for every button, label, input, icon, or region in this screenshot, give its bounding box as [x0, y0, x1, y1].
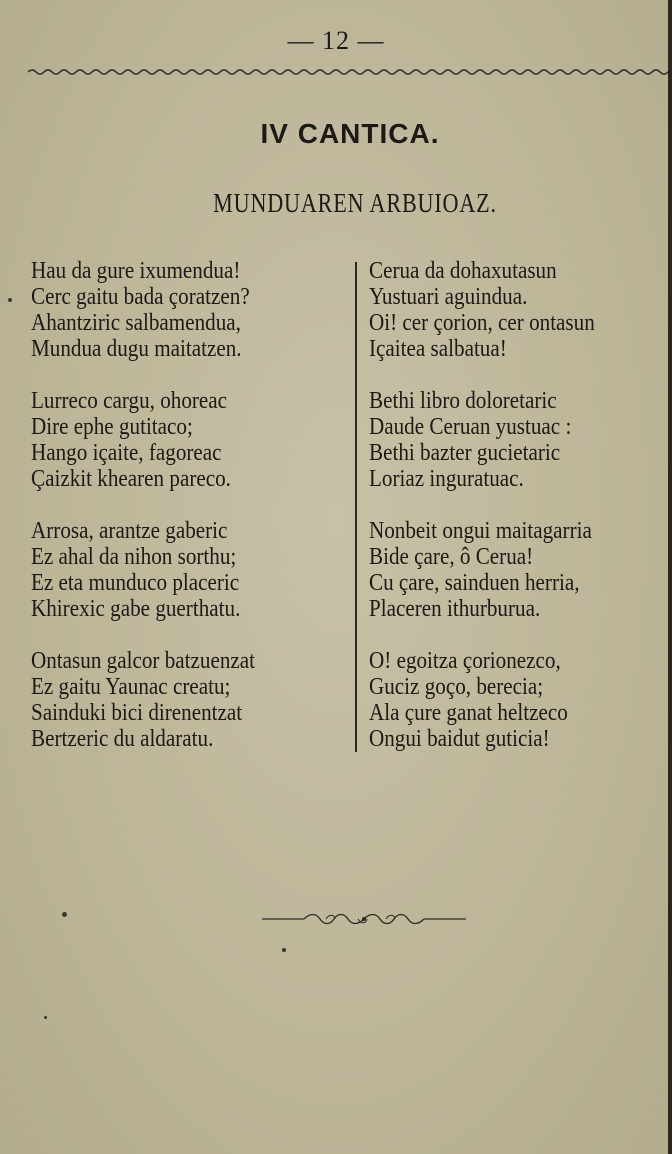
- verse-line: Cerc gaitu bada çoratzen?: [31, 284, 250, 310]
- verse-line: Cerua da dohaxutasun: [369, 258, 557, 284]
- verse-line: Khirexic gabe guerthatu.: [31, 596, 241, 622]
- verse-line: Mundua dugu maitatzen.: [31, 336, 242, 362]
- verse-line: Oi! cer çorion, cer ontasun: [369, 310, 595, 336]
- verse-line: Ez ahal da nihon sorthu;: [31, 544, 237, 570]
- verse-line: Bide çare, ô Cerua!: [369, 544, 534, 570]
- verse-line: Hango içaite, fagoreac: [31, 440, 222, 466]
- verse-line: Yustuari aguindua.: [369, 284, 528, 310]
- stanza: [31, 648, 351, 752]
- canticle-title: IV CANTICA.: [260, 118, 440, 149]
- stanza: [31, 518, 351, 622]
- verse-line: Nonbeit ongui maitagarria: [369, 518, 592, 544]
- verse-line: Ez gaitu Yaunac creatu;: [31, 674, 231, 700]
- stanza: [369, 258, 672, 362]
- paper-speck: [282, 948, 286, 952]
- column-divider: [355, 262, 357, 752]
- stanza: [31, 388, 351, 492]
- paper-speck: [62, 912, 67, 917]
- verse-line: Sainduki bici direnentzat: [31, 700, 243, 726]
- verse-line: Ala çure ganat heltzeco: [369, 700, 568, 726]
- paper-speck: [8, 298, 12, 302]
- verse-line: Bethi bazter gucietaric: [369, 440, 561, 466]
- right-verse-column: [369, 258, 672, 778]
- verse-line: Daude Ceruan yustuac :: [369, 414, 572, 440]
- verse-line: O! egoitza çorionezco,: [369, 648, 561, 674]
- verse-line: Arrosa, arantze gaberic: [31, 518, 228, 544]
- stanza: [31, 258, 351, 362]
- verse-line: Guciz goço, berecia;: [369, 674, 544, 700]
- stanza: [369, 648, 672, 752]
- left-verse-column: [31, 258, 351, 778]
- vine-flourish-ornament: [262, 910, 466, 928]
- verse-line: Cu çare, sainduen herria,: [369, 570, 580, 596]
- verse-line: Çaizkit khearen pareco.: [31, 466, 231, 492]
- verse-line: Bertzeric du aldaratu.: [31, 726, 214, 752]
- paper-speck: [44, 1016, 47, 1019]
- verse-line: Loriaz inguratuac.: [369, 466, 524, 492]
- verse-line: Ontasun galcor batzuenzat: [31, 648, 256, 674]
- verse-line: Placeren ithurburua.: [369, 596, 541, 622]
- canticle-subtitle: MUNDUAREN ARBUIOAZ.: [213, 188, 497, 218]
- wavy-rule-ornament: [28, 66, 668, 78]
- stanza: [369, 518, 672, 622]
- verse-line: Lurreco cargu, ohoreac: [31, 388, 228, 414]
- page-number: — 12 —: [287, 26, 385, 55]
- verse-line: Ez eta munduco placeric: [31, 570, 240, 596]
- verse-line: Bethi libro doloretaric: [369, 388, 557, 414]
- verse-line: Hau da gure ixumendua!: [31, 258, 241, 284]
- verse-line: Ahantziric salbamendua,: [31, 310, 241, 336]
- verse-line: Içaitea salbatua!: [369, 336, 507, 362]
- verse-line: Dire ephe gutitaco;: [31, 414, 193, 440]
- verse-line: Ongui baidut guticia!: [369, 726, 550, 752]
- stanza: [369, 388, 672, 492]
